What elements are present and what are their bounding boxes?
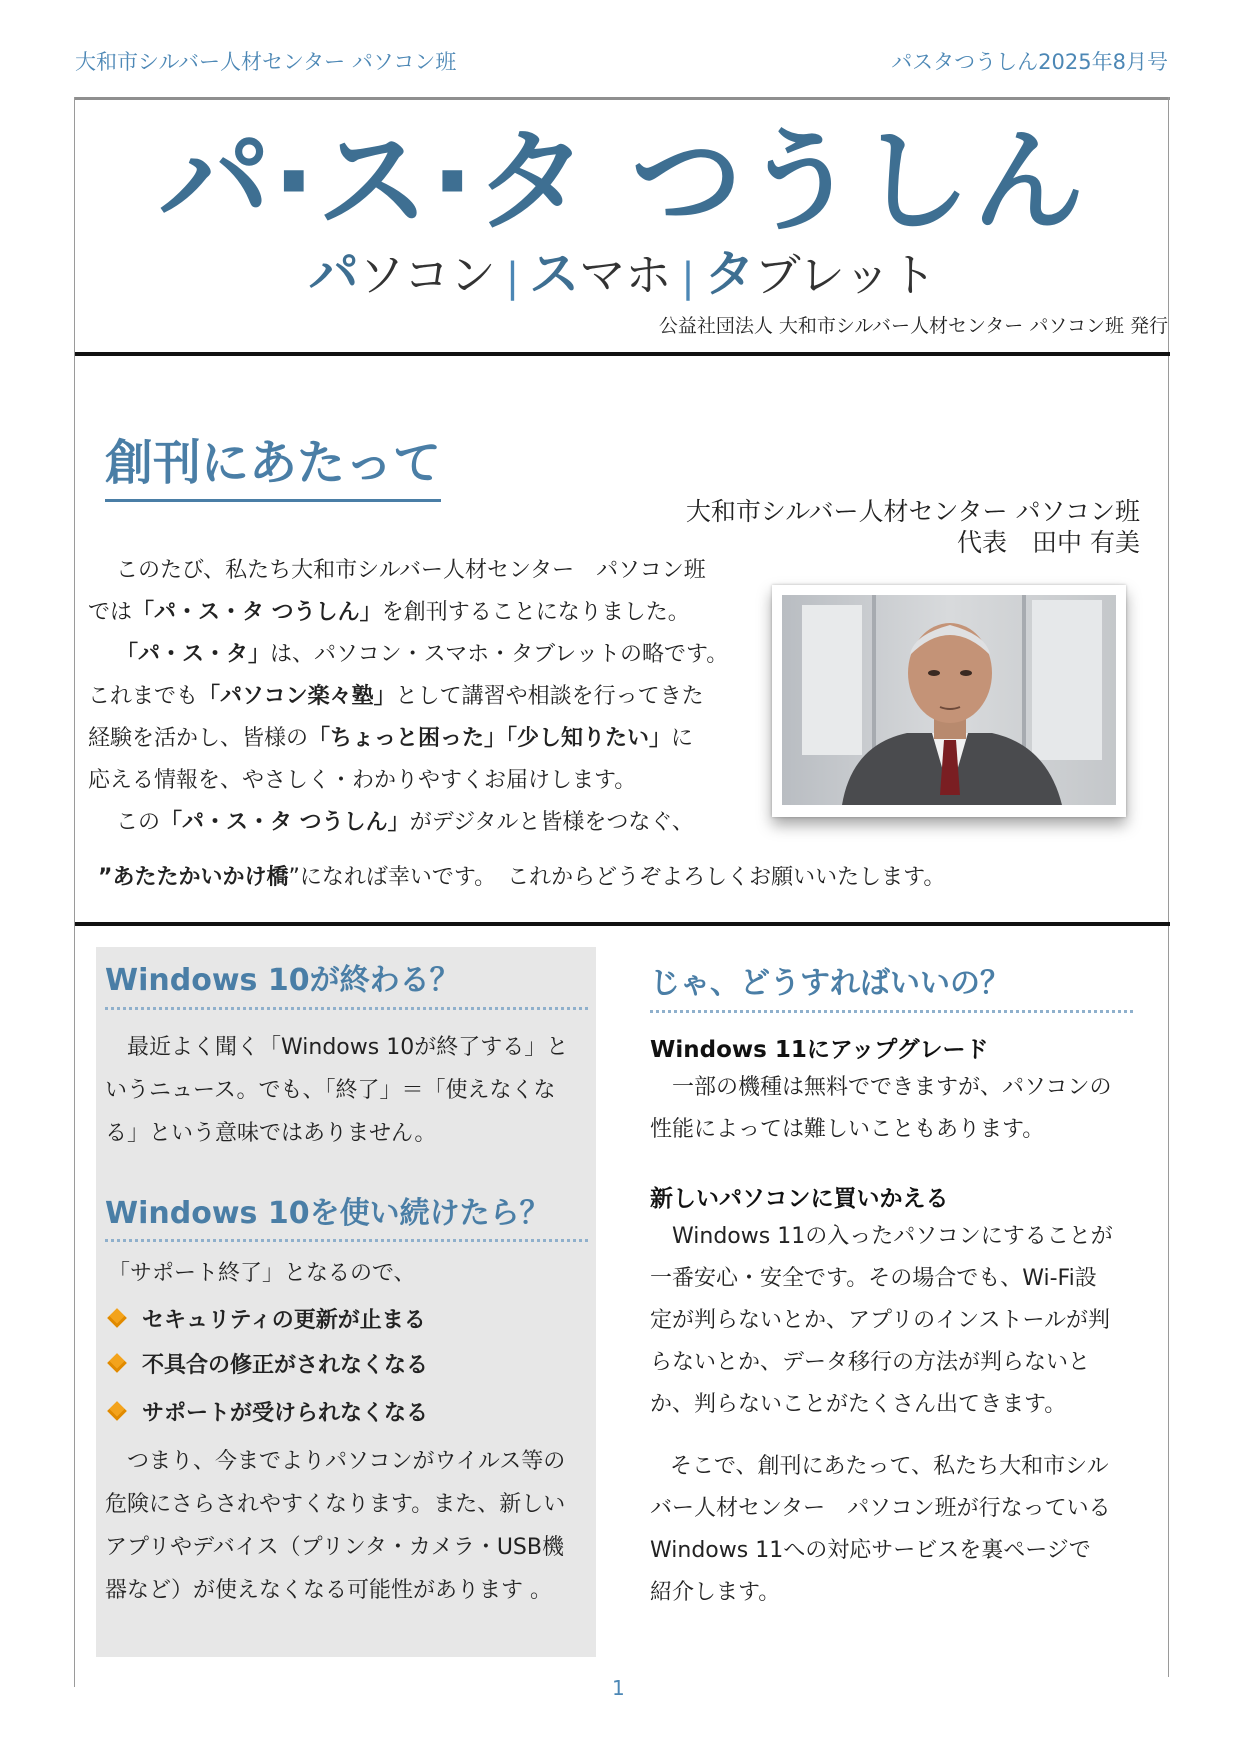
intro-line: この「パ・ス・タ つうしん」がデジタルと皆様をつなぐ、 (116, 810, 694, 835)
sub-key-3: タ (704, 245, 755, 303)
right-dotted-divider (650, 1010, 1133, 1013)
left-dotted-divider-2 (105, 1239, 588, 1242)
intro-title: 創刊にあたって (105, 424, 441, 502)
right-border-line (1168, 97, 1169, 1677)
intro-line: 応える情報を、やさしく・わかりやすくお届けします。 (88, 768, 637, 793)
sub-key-2: ス (529, 245, 580, 303)
diamond-bullet-icon (107, 1401, 127, 1421)
masthead-bottom-rule (75, 352, 1170, 356)
portrait-image (782, 595, 1116, 805)
masthead-title: パ·ス·タ つうしん (158, 117, 1087, 247)
author-block (686, 496, 1140, 558)
publisher-line: 公益社団法人 大和市シルバー人材センター パソコン班 発行 (658, 315, 1168, 337)
sub-separator-1: | (505, 255, 520, 301)
option-2-text: Windows 11の入ったパソコンにすることが 一番安心・安全です。その場合でも、Wi-Fi設 定が判らないとか、アプリのインストールが判 らないとか、データ移行の方法が判らないと か、判らないことがたくさん出てきます。 (650, 1224, 1113, 1417)
sub-word-3: ブレット (754, 248, 937, 302)
intro-line: 「パ・ス・タ」は、パソコン・スマホ・タブレットの略です。 (116, 642, 729, 667)
left-text-1: 最近よく聞く「Windows 10が終了する」と いうニュース。でも、「終了」＝「使えなくな る」という意味ではありません。 (105, 1035, 569, 1146)
masthead-subtitle (75, 246, 1170, 306)
bullet-item: サポートが受けられなくなる (110, 1396, 428, 1427)
header-left-text: 大和市シルバー人材センター パソコン班 (75, 50, 457, 74)
intro-line: 経験を活かし、皆様の「ちょっと困った」「少し知りたい」に (88, 726, 694, 751)
header-issue-text: パスタつうしん2025年8月号 (891, 50, 1168, 74)
header-rule (75, 97, 1170, 100)
left-heading-1: Windows 10が終わる？ (105, 963, 460, 998)
intro-line: このたび、私たち大和市シルバー人材センター パソコン班 (116, 558, 706, 583)
diamond-bullet-icon (107, 1353, 127, 1373)
author-name: 代表 田中 有美 (957, 528, 1140, 557)
author-org: 大和市シルバー人材センター パソコン班 (685, 497, 1140, 526)
option-1-heading: Windows 11にアップグレード (650, 1037, 989, 1063)
left-text-2: 「サポート終了」となるので、 (108, 1261, 416, 1286)
intro-line: これまでも「パソコン楽々塾」として講習や相談を行ってきた (88, 684, 704, 709)
page-number: 1 (612, 1676, 625, 1700)
left-border-line (74, 97, 75, 1687)
bullet-item: セキュリティの更新が止まる (110, 1303, 426, 1334)
sub-word-2: マホ (579, 248, 672, 302)
option-2-heading: 新しいパソコンに買いかえる (650, 1186, 949, 1212)
intro-line: では「パ・ス・タ つうしん」を創刊することになりました。 (88, 600, 690, 625)
intro-bottom-rule (75, 922, 1170, 926)
sub-separator-2: | (681, 255, 695, 301)
left-heading-2: Windows 10を使い続けたら？ (105, 1196, 550, 1231)
sub-key-1: パ (308, 245, 359, 303)
masthead (75, 118, 1170, 306)
bullet-item: 不具合の修正がされなくなる (110, 1348, 428, 1379)
diamond-bullet-icon (107, 1308, 127, 1328)
left-text-3: つまり、今までよりパソコンがウイルス等の 危険にさらされやすくなります。また、新しい アプリやデバイス（プリンタ・カメラ・USB機 器など）が使えなくなる可能性があります 。 (105, 1449, 566, 1603)
sub-word-1: ソコン (358, 248, 496, 302)
intro-text (88, 550, 750, 844)
right-heading: じゃ、どうすればいいの？ (650, 966, 1010, 1001)
left-dotted-divider-1 (105, 1007, 588, 1010)
intro-closing-line: ”あたたかいかけ橋”になれば幸いです。 これからどうぞよろしくお願いいたします。 (98, 865, 946, 890)
representative-photo (772, 585, 1126, 817)
service-intro-text: そこで、創刊にあたって、私たち大和市シル バー人材センター パソコン班が行なっている Windows 11への対応サービスを裏ページで 紹介します。 (650, 1454, 1111, 1605)
option-1-text: 一部の機種は無料でできますが、パソコンの 性能によっては難しいこともあります。 (650, 1075, 1112, 1142)
